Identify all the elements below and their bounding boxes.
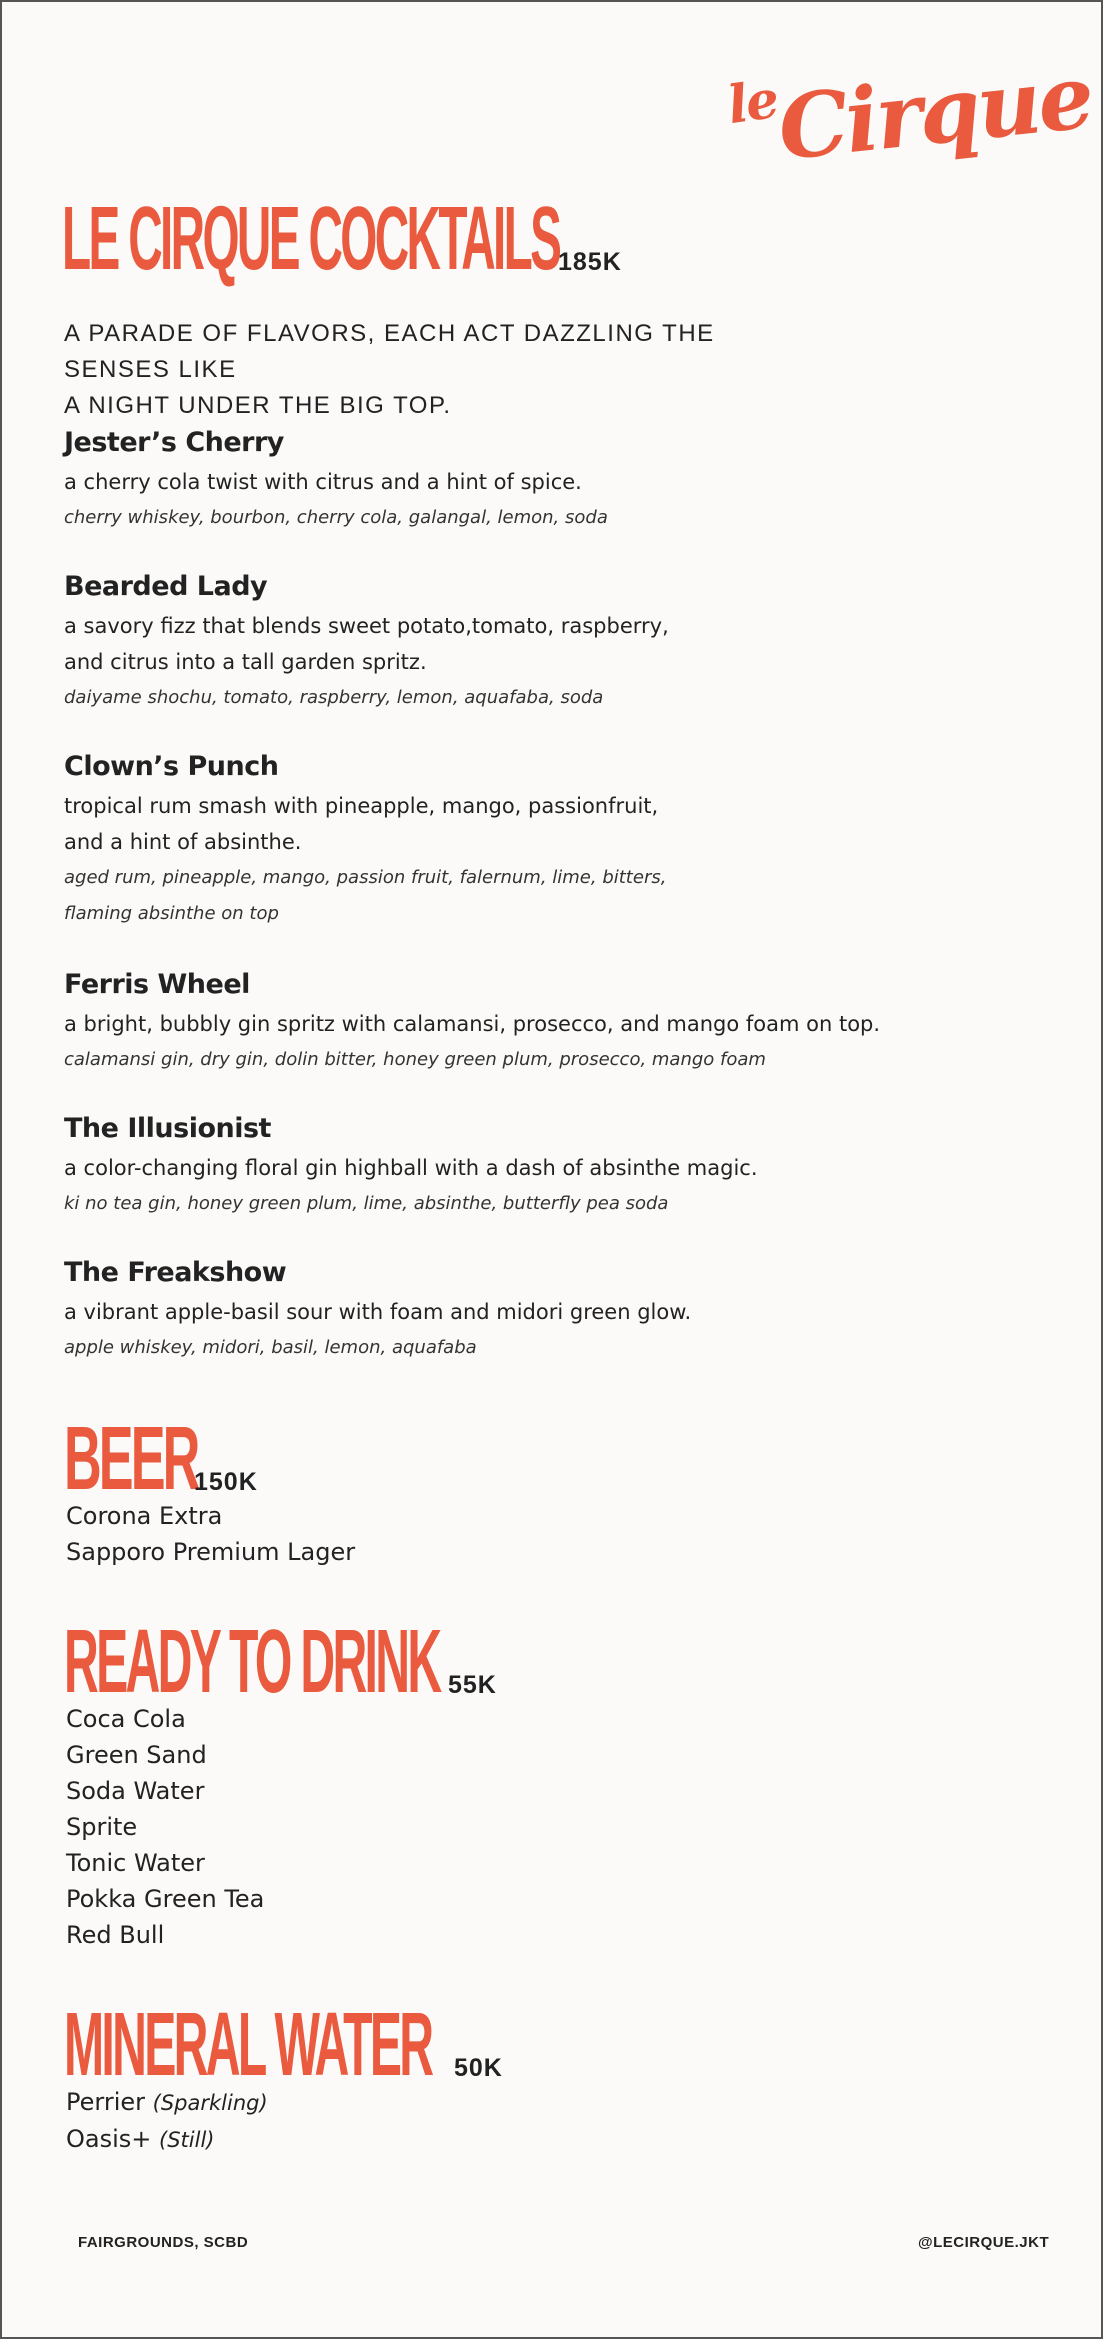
cocktail-description: and a hint of absinthe. bbox=[64, 830, 302, 854]
cocktail-description: tropical rum smash with pineapple, mango, passionfruit, bbox=[64, 794, 659, 818]
list-item: Sprite bbox=[66, 1813, 138, 1841]
cocktail-name: Ferris Wheel bbox=[64, 969, 250, 1000]
list-item: Tonic Water bbox=[66, 1849, 205, 1877]
cocktail-ingredients: flaming absinthe on top bbox=[64, 903, 279, 924]
cocktail-description: a color-changing floral gin highball with a dash of absinthe magic. bbox=[64, 1156, 758, 1180]
cocktail-ingredients: daiyame shochu, tomato, raspberry, lemon, aquafaba, soda bbox=[64, 687, 604, 708]
cocktail-item bbox=[64, 964, 964, 1078]
cocktails-price: 185K bbox=[558, 248, 622, 276]
cocktail-ingredients: cherry whiskey, bourbon, cherry cola, galangal, lemon, soda bbox=[64, 507, 608, 528]
list-item: Sapporo Premium Lager bbox=[66, 1538, 356, 1566]
list-item: Green Sand bbox=[66, 1741, 207, 1769]
cocktail-name: The Illusionist bbox=[64, 1113, 271, 1144]
cocktail-name: Jester’s Cherry bbox=[64, 427, 284, 458]
ready-to-drink-price: 55K bbox=[448, 1671, 497, 1699]
list-item: Coca Cola bbox=[66, 1705, 186, 1733]
mineral-water-price: 50K bbox=[454, 2054, 503, 2082]
footer-social-handle: @LECIRQUE.JKT bbox=[918, 2234, 1050, 2251]
beer-price: 150K bbox=[194, 1468, 258, 1496]
cocktail-description: a cherry cola twist with citrus and a hint of spice. bbox=[64, 470, 582, 494]
list-item bbox=[66, 2121, 268, 2158]
item-note: (Sparkling) bbox=[152, 2091, 268, 2115]
intro-line-1: A PARADE OF FLAVORS, EACH ACT DAZZLING THE SENSES LIKE bbox=[64, 320, 715, 383]
cocktail-name: Bearded Lady bbox=[64, 571, 268, 602]
mineral-water-title: MINERAL WATER bbox=[64, 1995, 432, 2095]
item-name: Oasis+ bbox=[66, 2125, 152, 2153]
list-item: Soda Water bbox=[66, 1777, 205, 1805]
cocktail-ingredients: ki no tea gin, honey green plum, lime, absinthe, butterfly pea soda bbox=[64, 1193, 669, 1214]
cocktail-description: a bright, bubbly gin spritz with calamansi, prosecco, and mango foam on top. bbox=[64, 1012, 881, 1036]
ready-to-drink-title: READY TO DRINK bbox=[64, 1612, 440, 1712]
cocktail-item bbox=[64, 1252, 964, 1366]
beer-list bbox=[66, 1498, 355, 1570]
cocktail-item bbox=[64, 566, 964, 716]
cocktail-ingredients: apple whiskey, midori, basil, lemon, aquafaba bbox=[64, 1337, 477, 1358]
cocktail-item bbox=[64, 746, 964, 932]
cocktail-description: and citrus into a tall garden spritz. bbox=[64, 650, 427, 674]
brand-logo bbox=[720, 43, 1096, 181]
cocktail-item bbox=[64, 422, 964, 536]
footer-location: FAIRGROUNDS, SCBD bbox=[78, 2234, 249, 2251]
cocktail-ingredients: calamansi gin, dry gin, dolin bitter, honey green plum, prosecco, mango foam bbox=[64, 1049, 766, 1070]
cocktail-item bbox=[64, 1108, 964, 1222]
list-item: Red Bull bbox=[66, 1921, 165, 1949]
cocktail-description: a vibrant apple-basil sour with foam and midori green glow. bbox=[64, 1300, 692, 1324]
ready-to-drink-list bbox=[66, 1701, 264, 1953]
list-item: Corona Extra bbox=[66, 1502, 223, 1530]
logo-name: Cirque bbox=[773, 43, 1096, 181]
cocktails-intro bbox=[64, 316, 764, 424]
mineral-water-list bbox=[66, 2084, 268, 2158]
item-note: (Still) bbox=[159, 2128, 215, 2152]
item-name: Perrier bbox=[66, 2088, 145, 2116]
cocktail-name: The Freakshow bbox=[64, 1257, 287, 1288]
logo-prefix: le bbox=[723, 68, 781, 137]
beer-title: BEER bbox=[64, 1409, 198, 1509]
cocktail-ingredients: aged rum, pineapple, mango, passion fruit, falernum, lime, bitters, bbox=[64, 867, 667, 888]
list-item: Pokka Green Tea bbox=[66, 1885, 265, 1913]
intro-line-2: A NIGHT UNDER THE BIG TOP. bbox=[64, 392, 452, 419]
cocktails-title: LE CIRQUE COCKTAILS bbox=[62, 189, 560, 289]
list-item bbox=[66, 2084, 268, 2121]
cocktail-name: Clown’s Punch bbox=[64, 751, 279, 782]
cocktail-description: a savory fizz that blends sweet potato,tomato, raspberry, bbox=[64, 614, 669, 638]
